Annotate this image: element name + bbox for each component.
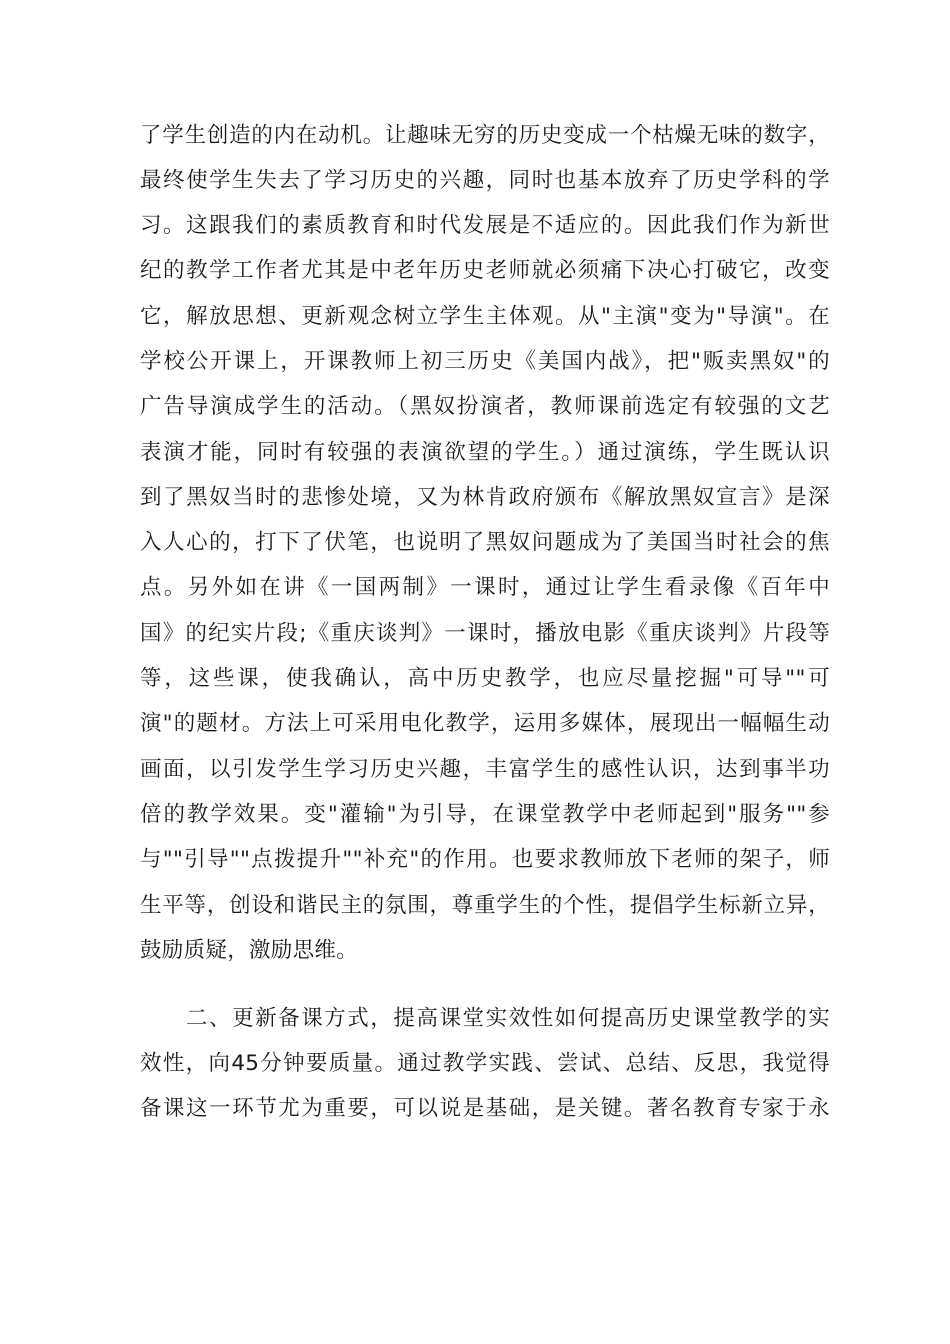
paragraph-line: 效性，向45分钟要质量。通过教学实践、尝试、总结、反思，我觉得 [140, 1051, 830, 1076]
paragraph-line: 学校公开课上，开课教师上初三历史《美国内战》，把"贩卖黑奴"的 [140, 349, 830, 374]
paragraph-line: 国》的纪实片段;《重庆谈判》一课时，播放电影《重庆谈判》片段等 [140, 621, 830, 646]
paragraph-line: 纪的教学工作者尤其是中老年历史老师就必须痛下决心打破它，改变 [140, 258, 830, 283]
paragraph-line: 生平等，创设和谐民主的氛围，尊重学生的个性，提倡学生标新立异， [140, 893, 830, 918]
paragraph-line: 二、更新备课方式，提高课堂实效性如何提高历史课堂教学的实 [186, 1006, 830, 1031]
paragraph-line: 习。这跟我们的素质教育和时代发展是不适应的。因此我们作为新世 [140, 213, 830, 238]
paragraph-line: 最终使学生失去了学习历史的兴趣，同时也基本放弃了历史学科的学 [140, 168, 830, 193]
paragraph-line: 等，这些课，使我确认，高中历史教学，也应尽量挖掘"可导""可 [140, 666, 830, 691]
paragraph-line: 表演才能，同时有较强的表演欲望的学生。）通过演练，学生既认识 [140, 440, 830, 465]
paragraph-line: 与""引导""点拨提升""补充"的作用。也要求教师放下老师的架子，师 [140, 847, 830, 872]
paragraph-line: 到了黑奴当时的悲惨处境，又为林肯政府颁布《解放黑奴宣言》是深 [140, 485, 830, 510]
paragraph-line: 点。另外如在讲《一国两制》一课时，通过让学生看录像《百年中 [140, 575, 830, 600]
paragraph-line: 备课这一环节尤为重要，可以说是基础，是关键。著名教育专家于永 [140, 1096, 830, 1121]
paragraph-line: 了学生创造的内在动机。让趣味无穷的历史变成一个枯燥无味的数字， [140, 123, 830, 148]
paragraph-line: 入人心的，打下了伏笔，也说明了黑奴问题成为了美国当时社会的焦 [140, 530, 830, 555]
paragraph-line: 倍的教学效果。变"灌输"为引导，在课堂教学中老师起到"服务""参 [140, 802, 830, 827]
paragraph-line: 鼓励质疑，激励思维。 [140, 938, 359, 963]
paragraph-line: 演"的题材。方法上可采用电化教学，运用多媒体，展现出一幅幅生动 [140, 711, 830, 736]
paragraph-line: 它，解放思想、更新观念树立学生主体观。从"主演"变为"导演"。在 [140, 304, 830, 329]
paragraph-line: 广告导演成学生的活动。（黑奴扮演者，教师课前选定有较强的文艺 [140, 394, 830, 419]
paragraph-line: 画面，以引发学生学习历史兴趣，丰富学生的感性认识，达到事半功 [140, 757, 830, 782]
